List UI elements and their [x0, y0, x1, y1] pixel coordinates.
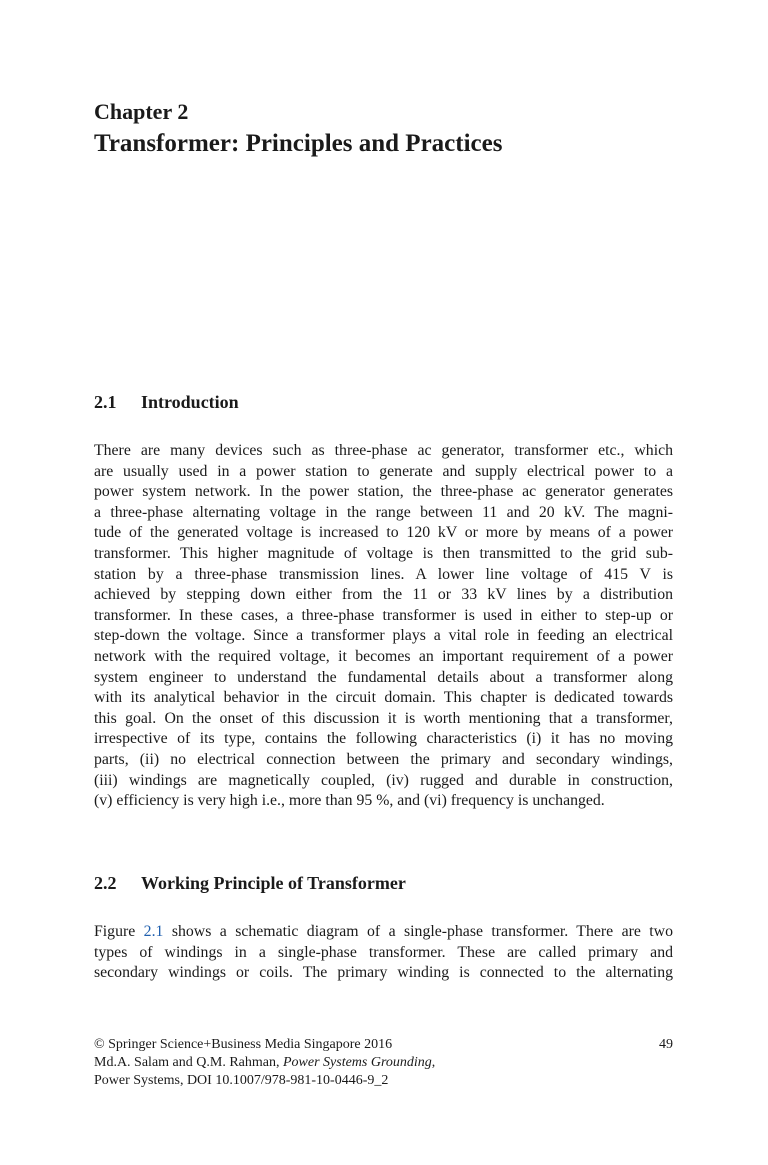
paragraph-line: station by a three-phase transmission lines. A lower line voltage of 415 V is — [94, 565, 673, 583]
paragraph-line: types of windings in a single-phase transformer. These are called primary and — [94, 943, 673, 961]
paragraph-line: are usually used in a power station to generate and supply electrical power to a — [94, 462, 673, 480]
figure-ref-prefix: Figure — [94, 923, 144, 940]
paragraph-line: achieved by stepping down either from the 11 or 33 kV lines by a distribution — [94, 586, 673, 604]
paragraph-line: (v) efficiency is very high i.e., more than 95 %, and (vi) frequency is unchanged. — [94, 792, 605, 810]
figure-2-1-link[interactable]: 2.1 — [143, 923, 164, 940]
chapter-label: Chapter 2 — [94, 99, 189, 124]
page — [94, 0, 673, 1165]
paragraph-line: parts, (ii) no electrical connection between the primary and secondary windings, — [94, 750, 673, 768]
section-title: Working Principle of Transformer — [141, 873, 406, 893]
working-principle-paragraph — [94, 922, 673, 984]
series-doi-line: Power Systems, DOI 10.1007/978-981-10-0446-9_2 — [94, 1073, 389, 1088]
introduction-paragraph — [94, 441, 673, 812]
figure-ref-suffix: shows a schematic diagram of a single-phase transformer. There are two — [163, 923, 673, 940]
page-number: 49 — [659, 1037, 673, 1052]
paragraph-line — [94, 922, 673, 943]
copyright-line: © Springer Science+Business Media Singapore 2016 — [94, 1037, 393, 1052]
paragraph-line: transformer. This higher magnitude of voltage is then transmitted to the grid sub- — [94, 544, 673, 562]
authors-line — [94, 1054, 673, 1072]
paragraph-line: transformer. In these cases, a three-phase transformer is used in either to step-up or — [94, 606, 673, 624]
paragraph-line: with its analytical behavior in the circuit domain. This chapter is dedicated towards — [94, 689, 673, 707]
paragraph-line: system engineer to understand the fundamental details about a transformer along — [94, 668, 673, 686]
paragraph-line: this goal. On the onset of this discussion it is worth mentioning that a transformer, — [94, 709, 673, 727]
paragraph-line: power system network. In the power station, the three-phase ac generator generates — [94, 483, 673, 501]
section-title: Introduction — [141, 392, 239, 412]
paragraph-line: secondary windings or coils. The primary winding is connected to the alternating — [94, 964, 673, 982]
chapter-title: Transformer: Principles and Practices — [94, 130, 503, 157]
paragraph-line: step-down the voltage. Since a transformer plays a vital role in feeding an electrical — [94, 627, 673, 645]
footer — [94, 1036, 673, 1090]
book-title: Power Systems Grounding — [282, 1055, 432, 1070]
paragraph-line: tude of the generated voltage is increased to 120 kV or more by means of a power — [94, 524, 673, 542]
section-heading-working-principle — [94, 871, 406, 895]
section-number: 2.2 — [94, 873, 117, 893]
paragraph-line: There are many devices such as three-phase ac generator, transformer etc., which — [94, 442, 673, 459]
paragraph-line: network with the required voltage, it becomes an important requirement of a power — [94, 647, 673, 665]
paragraph-line: (iii) windings are magnetically coupled, (iv) rugged and durable in construction, — [94, 771, 673, 789]
paragraph-line: a three-phase alternating voltage in the range between 11 and 20 kV. The magni- — [94, 503, 673, 521]
section-heading-introduction — [94, 390, 239, 414]
authors: Md.A. Salam and Q.M. Rahman, — [94, 1055, 283, 1070]
paragraph-line: irrespective of its type, contains the following characteristics (i) it has no moving — [94, 730, 673, 748]
book-title-suffix: , — [431, 1055, 436, 1070]
section-number: 2.1 — [94, 392, 117, 412]
